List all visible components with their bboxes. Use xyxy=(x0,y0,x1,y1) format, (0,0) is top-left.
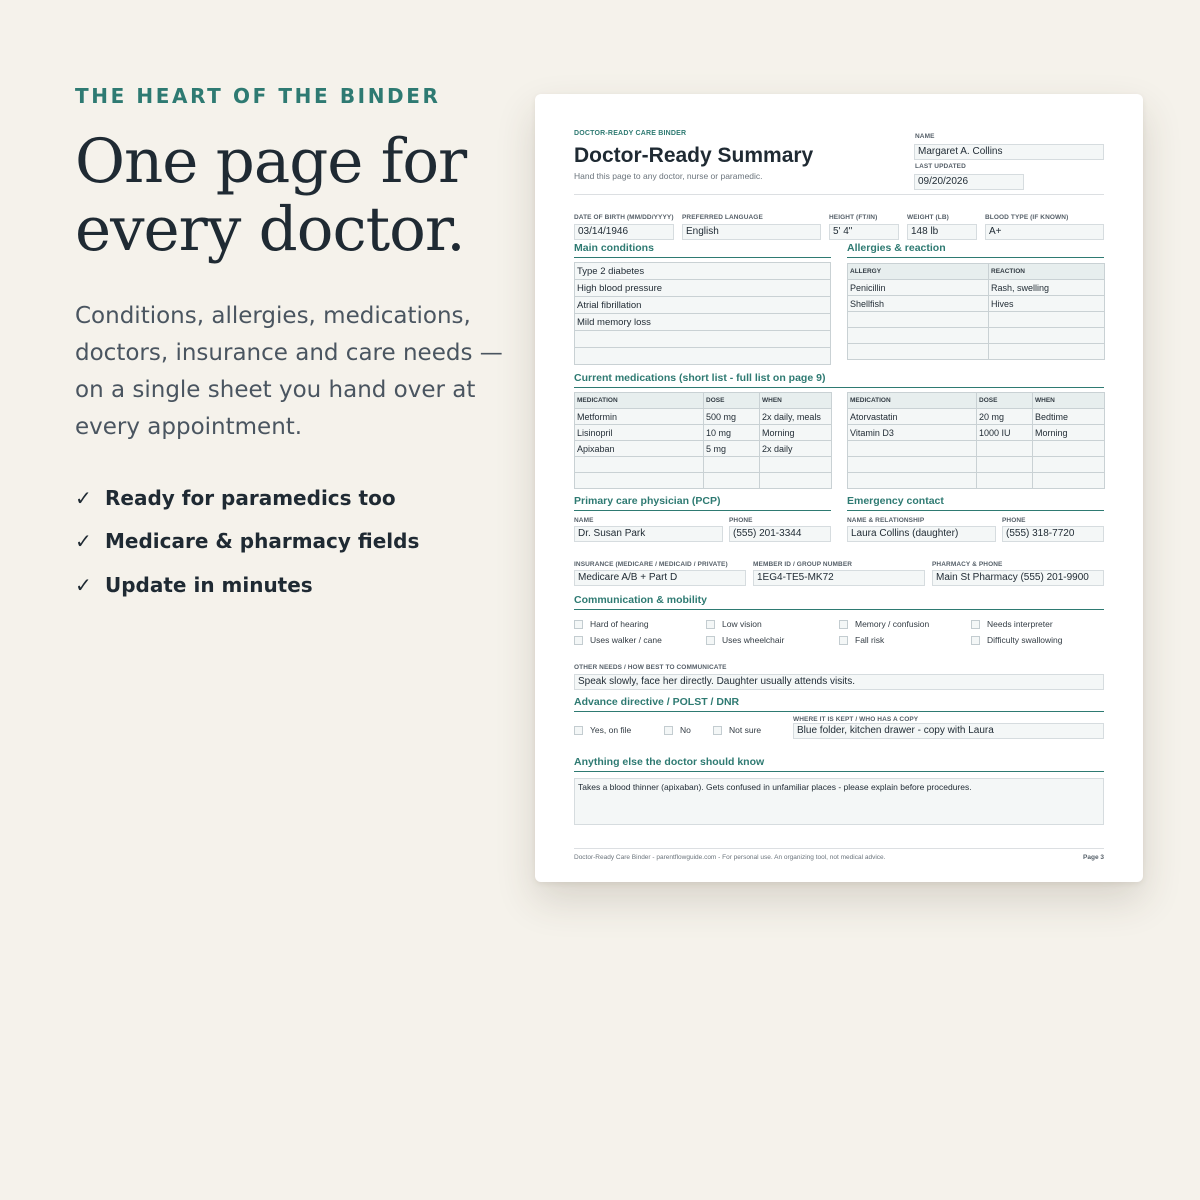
dose-cell[interactable] xyxy=(704,457,760,473)
checkbox-needs-interpreter[interactable] xyxy=(971,619,1053,629)
when-cell[interactable] xyxy=(760,457,832,473)
checkbox-memory-confusion[interactable] xyxy=(839,619,929,629)
when-cell[interactable] xyxy=(1033,473,1105,489)
notes-heading: Anything else the doctor should know xyxy=(574,756,1104,772)
dob-label: DATE OF BIRTH (MM/DD/YYYY) xyxy=(574,214,674,221)
medication-column-header: MEDICATION xyxy=(848,393,977,409)
when-cell[interactable]: 2x daily, meals xyxy=(760,409,832,425)
checkbox-walker-cane[interactable] xyxy=(574,635,662,645)
where-kept-field[interactable]: Blue folder, kitchen drawer - copy with Laura xyxy=(793,723,1104,739)
checkbox-label: Fall risk xyxy=(855,635,885,645)
checkbox-box[interactable] xyxy=(713,726,722,735)
pcp-phone-label: PHONE xyxy=(729,517,753,524)
reaction-cell[interactable]: Hives xyxy=(989,296,1105,312)
medication-cell[interactable] xyxy=(575,457,704,473)
checkbox-box[interactable] xyxy=(839,620,848,629)
feature-label: Update in minutes xyxy=(105,572,313,597)
sheet-subtitle: Hand this page to any doctor, nurse or paramedic. xyxy=(574,171,763,181)
conditions-heading: Main conditions xyxy=(574,242,831,258)
feature-list xyxy=(75,476,419,607)
dose-cell[interactable]: 5 mg xyxy=(704,441,760,457)
weight-field[interactable]: 148 lb xyxy=(907,224,977,240)
header-divider xyxy=(574,194,1104,195)
checkbox-label: Not sure xyxy=(729,725,762,735)
summary-sheet xyxy=(535,94,1143,882)
language-label: PREFERRED LANGUAGE xyxy=(682,214,763,221)
medication-row xyxy=(575,457,832,473)
medication-cell[interactable] xyxy=(848,473,977,489)
condition-row xyxy=(575,263,831,280)
when-cell[interactable]: 2x daily xyxy=(760,441,832,457)
updated-label: LAST UPDATED xyxy=(915,163,966,170)
checkbox-label: Yes, on file xyxy=(590,725,632,735)
feature-item xyxy=(75,563,419,607)
where-kept-label: WHERE IT IS KEPT / WHO HAS A COPY xyxy=(793,716,919,723)
when-cell[interactable] xyxy=(1033,457,1105,473)
medication-cell[interactable]: Vitamin D3 xyxy=(848,425,977,441)
advance-directive-heading: Advance directive / POLST / DNR xyxy=(574,696,1104,712)
dose-cell[interactable]: 20 mg xyxy=(977,409,1033,425)
name-label: NAME xyxy=(915,133,935,140)
condition-cell[interactable]: Mild memory loss xyxy=(575,314,831,331)
allergy-cell[interactable]: Penicillin xyxy=(848,280,989,296)
when-cell[interactable]: Morning xyxy=(1033,425,1105,441)
other-needs-label: OTHER NEEDS / HOW BEST TO COMMUNICATE xyxy=(574,664,727,671)
radio-not-sure[interactable] xyxy=(713,725,761,735)
when-cell[interactable]: Morning xyxy=(760,425,832,441)
allergies-table xyxy=(847,263,1105,360)
checkbox-label: No xyxy=(680,725,691,735)
condition-cell[interactable]: Type 2 diabetes xyxy=(575,263,831,280)
dose-cell[interactable] xyxy=(977,441,1033,457)
check-icon: ✓ xyxy=(75,529,92,554)
allergy-row xyxy=(848,296,1105,312)
reaction-cell[interactable]: Rash, swelling xyxy=(989,280,1105,296)
medications-table-right xyxy=(847,392,1105,489)
checkbox-fall-risk[interactable] xyxy=(839,635,884,645)
condition-cell[interactable] xyxy=(575,348,831,365)
medication-cell[interactable]: Metformin xyxy=(575,409,704,425)
checkbox-label: Uses walker / cane xyxy=(590,635,662,645)
medication-row xyxy=(575,473,832,489)
allergy-row xyxy=(848,344,1105,360)
headline-line-1: One page for xyxy=(75,126,467,197)
allergy-cell[interactable] xyxy=(848,312,989,328)
checkbox-label: Low vision xyxy=(722,619,762,629)
medication-row xyxy=(848,441,1105,457)
checkbox-label: Difficulty swallowing xyxy=(987,635,1063,645)
pharmacy-label: PHARMACY & PHONE xyxy=(932,561,1003,568)
dose-cell[interactable]: 500 mg xyxy=(704,409,760,425)
allergy-row xyxy=(848,328,1105,344)
dose-cell[interactable] xyxy=(977,457,1033,473)
eyebrow: THE HEART OF THE BINDER xyxy=(75,84,441,108)
dob-field[interactable]: 03/14/1946 xyxy=(574,224,674,240)
checkbox-wheelchair[interactable] xyxy=(706,635,784,645)
other-needs-field[interactable]: Speak slowly, face her directly. Daughter usually attends visits. xyxy=(574,674,1104,690)
reaction-cell[interactable] xyxy=(989,312,1105,328)
language-field[interactable]: English xyxy=(682,224,821,240)
dose-cell[interactable] xyxy=(704,473,760,489)
feature-label: Ready for paramedics too xyxy=(105,485,396,510)
page-number: Page 3 xyxy=(1083,854,1104,861)
headline xyxy=(75,128,535,264)
medication-cell[interactable]: Atorvastatin xyxy=(848,409,977,425)
medication-row xyxy=(575,425,832,441)
lead-paragraph: Conditions, allergies, medications, doctors, insurance and care needs — on a single sheet you hand over at every appointment. xyxy=(75,303,503,440)
dose-cell[interactable] xyxy=(977,473,1033,489)
headline-line-2: every doctor. xyxy=(75,194,465,265)
height-field[interactable]: 5' 4" xyxy=(829,224,899,240)
checkbox-box[interactable] xyxy=(971,620,980,629)
allergy-cell[interactable] xyxy=(848,328,989,344)
medication-cell[interactable] xyxy=(848,457,977,473)
reaction-column-header: REACTION xyxy=(989,264,1105,280)
emergency-phone-field[interactable]: (555) 318-7720 xyxy=(1002,526,1104,542)
checkbox-box[interactable] xyxy=(971,636,980,645)
checkbox-low-vision[interactable] xyxy=(706,619,762,629)
condition-row xyxy=(575,297,831,314)
checkbox-box[interactable] xyxy=(706,636,715,645)
medication-row xyxy=(848,425,1105,441)
checkbox-label: Memory / confusion xyxy=(855,619,930,629)
reaction-cell[interactable] xyxy=(989,328,1105,344)
feature-item xyxy=(75,520,419,564)
dose-column-header: DOSE xyxy=(977,393,1033,409)
medications-table-left xyxy=(574,392,832,489)
pcp-phone-field[interactable]: (555) 201-3344 xyxy=(729,526,831,542)
feature-item xyxy=(75,476,419,520)
medication-cell[interactable]: Apixaban xyxy=(575,441,704,457)
dose-column-header: DOSE xyxy=(704,393,760,409)
radio-yes-on-file[interactable] xyxy=(574,725,631,735)
medication-row xyxy=(848,457,1105,473)
allergy-cell[interactable]: Shellfish xyxy=(848,296,989,312)
checkbox-box[interactable] xyxy=(706,620,715,629)
medications-heading: Current medications (short list - full list on page 9) xyxy=(574,372,1104,388)
checkbox-hard-of-hearing[interactable] xyxy=(574,619,649,629)
insurance-field[interactable]: Medicare A/B + Part D xyxy=(574,570,746,586)
pcp-heading: Primary care physician (PCP) xyxy=(574,495,831,511)
condition-row xyxy=(575,280,831,297)
emergency-name-label: NAME & RELATIONSHIP xyxy=(847,517,925,524)
when-cell[interactable]: Bedtime xyxy=(1033,409,1105,425)
feature-label: Medicare & pharmacy fields xyxy=(105,529,420,554)
when-column-header: WHEN xyxy=(760,393,832,409)
footer-text: Doctor-Ready Care Binder - parentflowguide.com - For personal use. An organizing tool, not medical advice. xyxy=(574,854,886,861)
reaction-cell[interactable] xyxy=(989,344,1105,360)
medication-row xyxy=(848,473,1105,489)
condition-row xyxy=(575,314,831,331)
when-column-header: WHEN xyxy=(1033,393,1105,409)
checkbox-label: Uses wheelchair xyxy=(722,635,785,645)
checkbox-box[interactable] xyxy=(664,726,673,735)
checkbox-difficulty-swallowing[interactable] xyxy=(971,635,1062,645)
allergy-cell[interactable] xyxy=(848,344,989,360)
pcp-name-label: NAME xyxy=(574,517,594,524)
check-icon: ✓ xyxy=(75,572,92,597)
emergency-heading: Emergency contact xyxy=(847,495,1104,511)
footer-divider xyxy=(574,848,1104,849)
medication-cell[interactable] xyxy=(575,473,704,489)
when-cell[interactable] xyxy=(760,473,832,489)
emergency-phone-label: PHONE xyxy=(1002,517,1026,524)
pcp-name-field[interactable]: Dr. Susan Park xyxy=(574,526,723,542)
checkbox-label: Needs interpreter xyxy=(987,619,1053,629)
member-id-label: MEMBER ID / GROUP NUMBER xyxy=(753,561,853,568)
when-cell[interactable] xyxy=(1033,441,1105,457)
blood-type-label: BLOOD TYPE (IF KNOWN) xyxy=(985,214,1069,221)
insurance-label: INSURANCE (MEDICARE / MEDICAID / PRIVATE) xyxy=(574,561,728,568)
checkbox-label: Hard of hearing xyxy=(590,619,649,629)
medication-cell[interactable]: Lisinopril xyxy=(575,425,704,441)
dose-cell[interactable]: 1000 IU xyxy=(977,425,1033,441)
condition-cell[interactable]: High blood pressure xyxy=(575,280,831,297)
condition-row xyxy=(575,348,831,365)
blood-type-field[interactable]: A+ xyxy=(985,224,1104,240)
checkbox-box[interactable] xyxy=(574,620,583,629)
emergency-name-field[interactable]: Laura Collins (daughter) xyxy=(847,526,996,542)
sheet-kicker: DOCTOR-READY CARE BINDER xyxy=(574,130,687,137)
checkbox-box[interactable] xyxy=(839,636,848,645)
communication-heading: Communication & mobility xyxy=(574,594,1104,610)
medication-row xyxy=(575,441,832,457)
check-icon: ✓ xyxy=(75,485,92,510)
condition-row xyxy=(575,331,831,348)
checkbox-box[interactable] xyxy=(574,726,583,735)
medication-row xyxy=(848,409,1105,425)
allergies-heading: Allergies & reaction xyxy=(847,242,1104,258)
medication-row xyxy=(575,409,832,425)
member-id-field[interactable]: 1EG4-TE5-MK72 xyxy=(753,570,925,586)
updated-field[interactable]: 09/20/2026 xyxy=(914,174,1024,190)
condition-cell[interactable]: Atrial fibrillation xyxy=(575,297,831,314)
checkbox-box[interactable] xyxy=(574,636,583,645)
medication-cell[interactable] xyxy=(848,441,977,457)
allergy-row xyxy=(848,280,1105,296)
name-field[interactable]: Margaret A. Collins xyxy=(914,144,1104,160)
medication-column-header: MEDICATION xyxy=(575,393,704,409)
conditions-table xyxy=(574,262,831,365)
condition-cell[interactable] xyxy=(575,331,831,348)
weight-label: WEIGHT (LB) xyxy=(907,214,949,221)
pharmacy-field[interactable]: Main St Pharmacy (555) 201-9900 xyxy=(932,570,1104,586)
allergy-column-header: ALLERGY xyxy=(848,264,989,280)
radio-no[interactable] xyxy=(664,725,691,735)
dose-cell[interactable]: 10 mg xyxy=(704,425,760,441)
notes-field[interactable]: Takes a blood thinner (apixaban). Gets confused in unfamiliar places - please explain before procedures. xyxy=(574,778,1104,825)
sheet-title: Doctor-Ready Summary xyxy=(574,144,814,167)
height-label: HEIGHT (FT/IN) xyxy=(829,214,878,221)
allergy-row xyxy=(848,312,1105,328)
